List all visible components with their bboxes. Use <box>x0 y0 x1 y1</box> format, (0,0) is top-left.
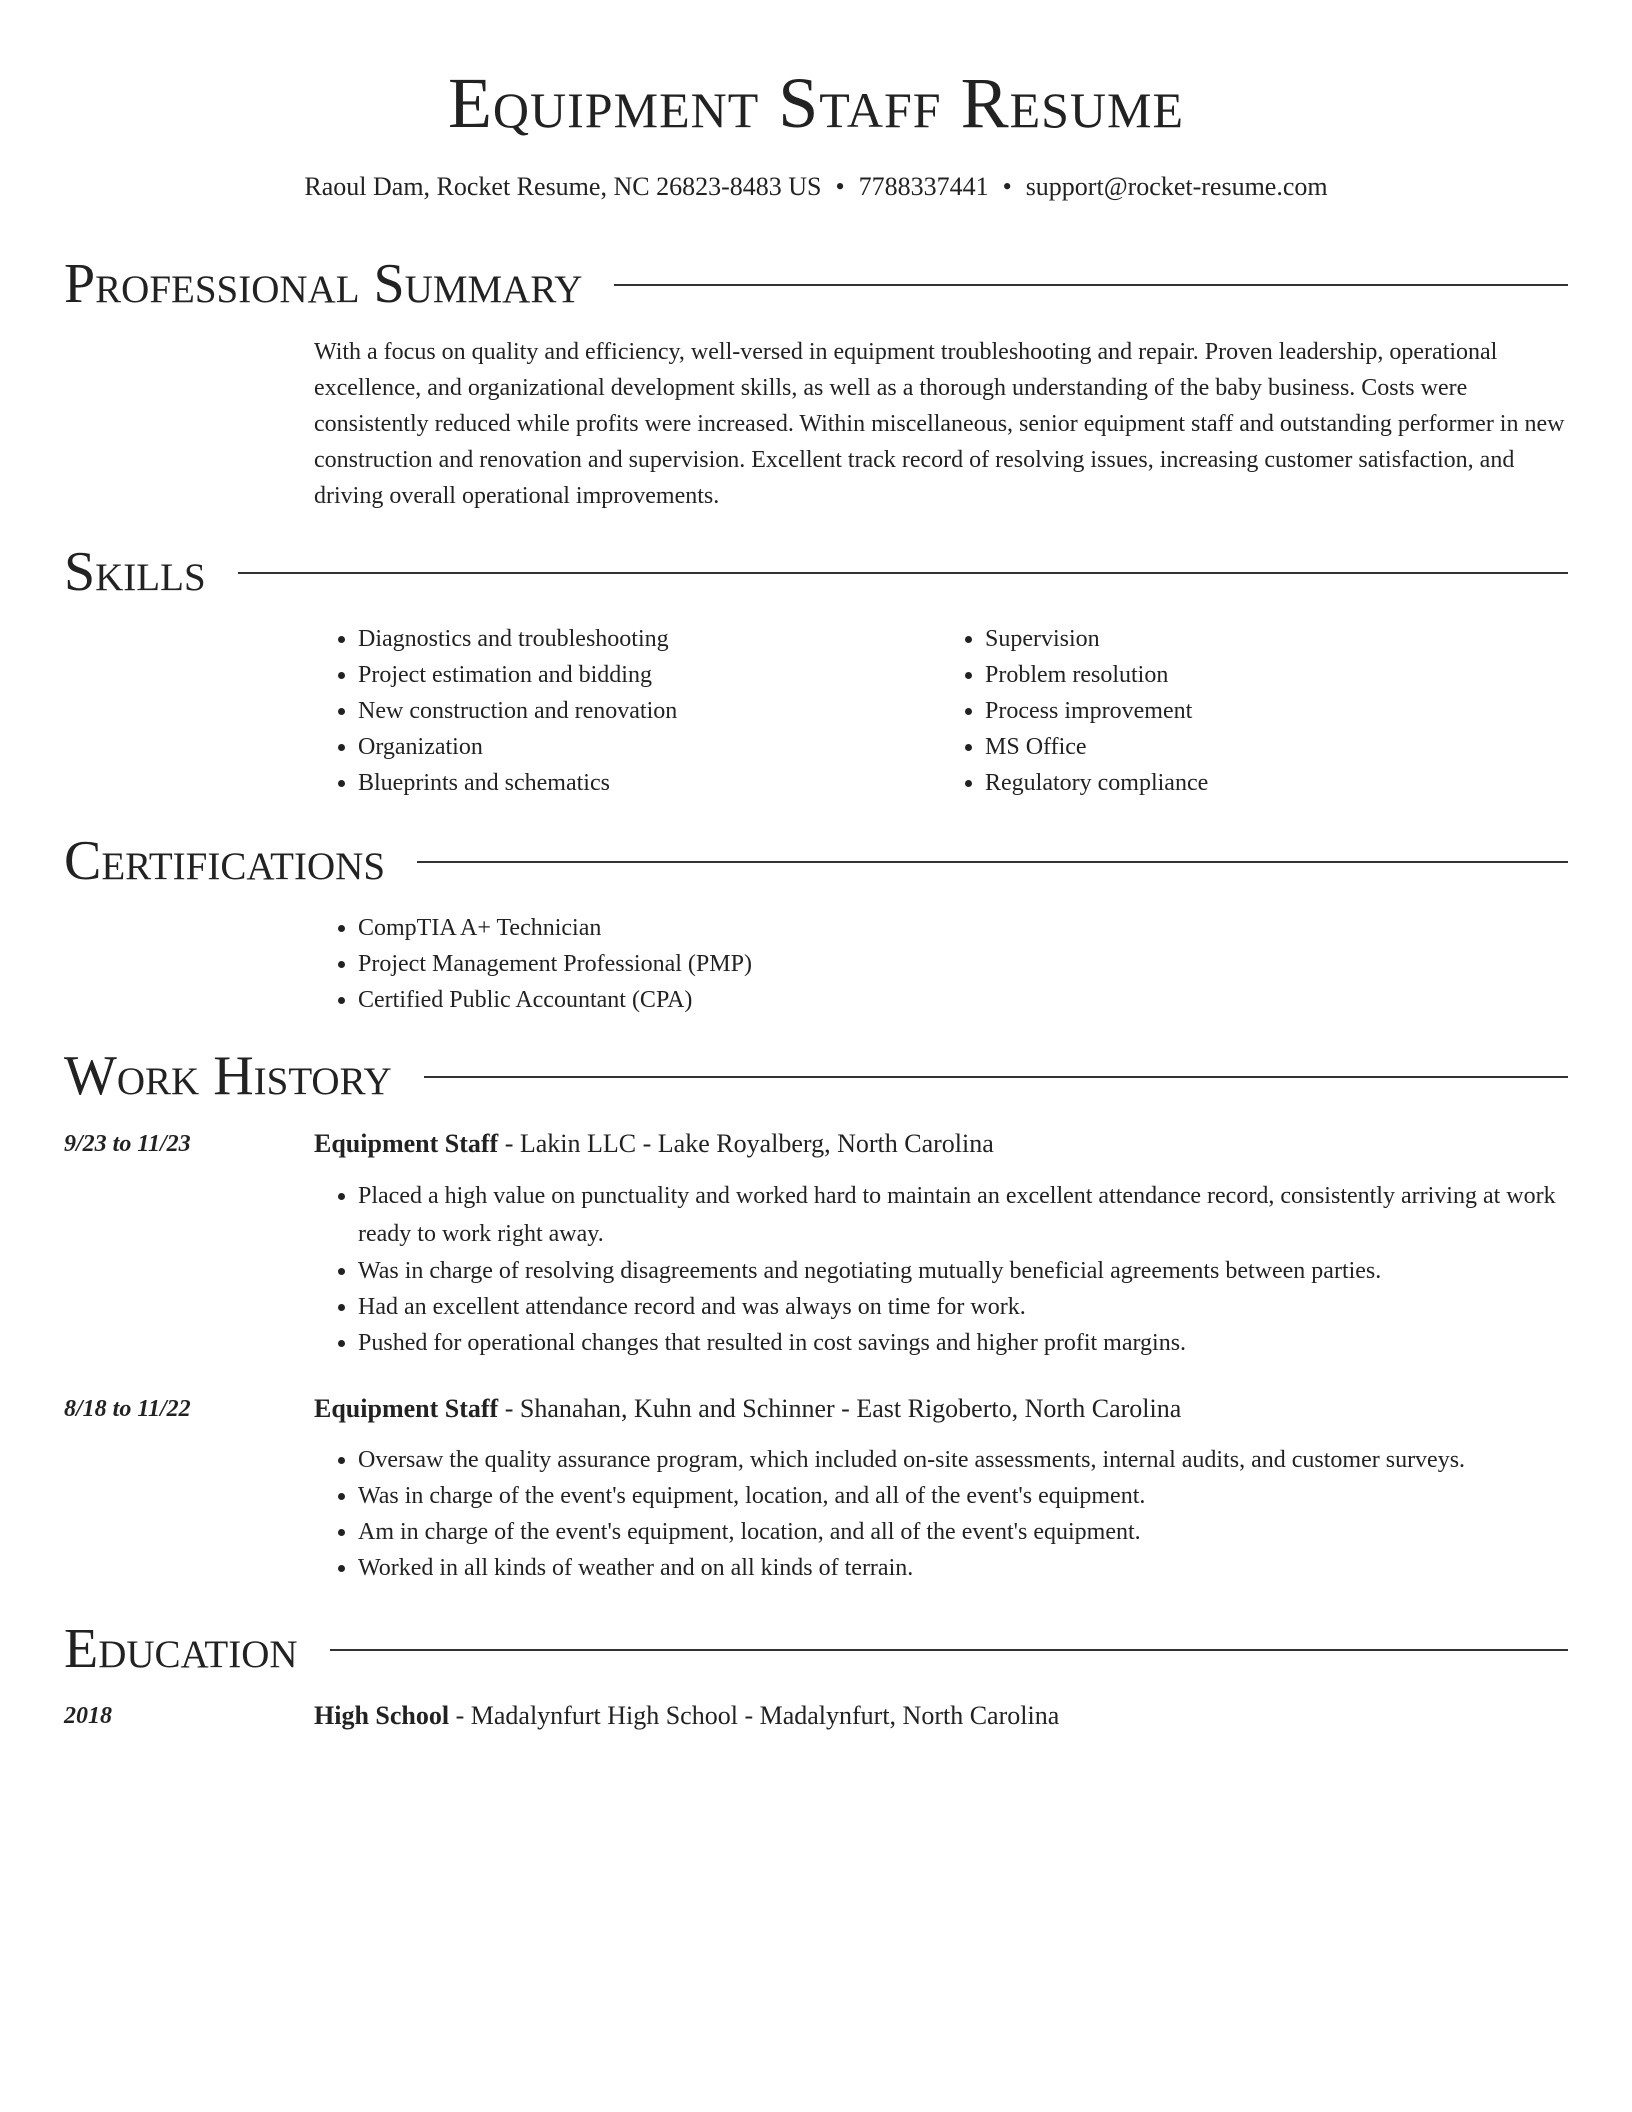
skill-item: • Problem resolution <box>985 657 1568 693</box>
job-bullet: • Had an excellent attendance record and was always on time for work. <box>358 1289 1568 1325</box>
section-divider <box>424 1076 1568 1078</box>
job-bullets <box>314 1442 1568 1586</box>
contact-separator: • <box>1002 172 1012 201</box>
education-heading: Education <box>64 1618 298 1680</box>
work-heading: Work History <box>64 1045 392 1107</box>
skill-item: • Supervision <box>985 621 1568 657</box>
skill-item: • New construction and renovation <box>358 693 941 729</box>
certification-item: • Project Management Professional (PMP) <box>358 946 1568 982</box>
skill-item: • Project estimation and bidding <box>358 657 941 693</box>
skill-item: • Process improvement <box>985 693 1568 729</box>
job-entry <box>314 1126 1568 1361</box>
job-dates: 8/18 to 11/22 <box>64 1396 191 1422</box>
skill-item: • Organization <box>358 729 941 765</box>
contact-phone: 7788337441 <box>858 172 989 201</box>
job-bullet: • Oversaw the quality assurance program, which included on-site assessments, internal audits, and customer surveys. <box>358 1442 1568 1478</box>
section-divider <box>330 1649 1568 1651</box>
education-year: 2018 <box>64 1703 112 1729</box>
job-role: Equipment Staff <box>314 1394 499 1423</box>
contact-address: Raoul Dam, Rocket Resume, NC 26823-8483 US <box>304 172 822 201</box>
job-bullet: • Pushed for operational changes that resulted in cost savings and higher profit margins. <box>358 1325 1568 1361</box>
resume-title: Equipment Staff Resume <box>447 63 1185 143</box>
summary-section-header <box>64 252 1568 316</box>
certifications-heading: Certifications <box>64 830 386 892</box>
job-bullet: • Am in charge of the event's equipment, location, and all of the event's equipment. <box>358 1514 1568 1550</box>
job-bullet: • Was in charge of resolving disagreements and negotiating mutually beneficial agreements between parties. <box>358 1253 1568 1289</box>
contact-email: support@rocket-resume.com <box>1025 172 1328 201</box>
education-section-header <box>64 1617 1568 1681</box>
skills-block <box>314 621 1568 801</box>
job-details: - Lakin LLC - Lake Royalberg, North Carolina <box>498 1129 994 1158</box>
job-bullets <box>314 1177 1568 1361</box>
work-section-header <box>64 1044 1568 1108</box>
skills-heading: Skills <box>64 541 206 603</box>
skill-item: • MS Office <box>985 729 1568 765</box>
education-degree: High School <box>314 1701 450 1730</box>
summary-text: With a focus on quality and efficiency, well-versed in equipment troubleshooting and repair. Proven leadership, operational excellence, and organizational development skills, as well as a thorough understanding of the baby business. Costs were consistently reduced while profits were increased. Within miscellaneous, senior equipment staff and outstanding performer in new construction and renovation and supervision. Excellent track record of resolving issues, increasing customer satisfaction, and driving overall operational improvements. <box>314 339 1565 509</box>
job-title-line <box>314 1126 1568 1162</box>
certifications-section-header <box>64 829 1568 893</box>
job-bullet: • Placed a high value on punctuality and worked hard to maintain an excellent attendance record, consistently arriving at work ready to work right away. <box>358 1177 1568 1253</box>
section-divider <box>614 284 1568 286</box>
section-divider <box>417 861 1568 863</box>
job-entry <box>314 1391 1568 1586</box>
contact-line <box>0 172 1632 202</box>
education-entry <box>314 1698 1568 1734</box>
contact-separator: • <box>835 172 845 201</box>
certification-item: • CompTIA A+ Technician <box>358 910 1568 946</box>
job-bullet: • Was in charge of the event's equipment, location, and all of the event's equipment. <box>358 1478 1568 1514</box>
job-bullet: • Worked in all kinds of weather and on all kinds of terrain. <box>358 1550 1568 1586</box>
job-details: - Shanahan, Kuhn and Schinner - East Rigoberto, North Carolina <box>498 1394 1182 1423</box>
education-line <box>314 1698 1568 1734</box>
summary-heading: Professional Summary <box>64 253 583 315</box>
skill-item: • Blueprints and schematics <box>358 765 941 801</box>
summary-block <box>314 334 1568 514</box>
skill-item: • Diagnostics and troubleshooting <box>358 621 941 657</box>
section-divider <box>238 572 1568 574</box>
job-title-line <box>314 1391 1568 1427</box>
skill-item: • Regulatory compliance <box>985 765 1568 801</box>
job-role: Equipment Staff <box>314 1129 499 1158</box>
certifications-block <box>314 910 1568 1018</box>
education-details: - Madalynfurt High School - Madalynfurt, North Carolina <box>449 1701 1060 1730</box>
skills-section-header <box>64 540 1568 604</box>
skills-list-right <box>941 621 1568 801</box>
certifications-list <box>314 910 1568 1018</box>
certification-item: • Certified Public Accountant (CPA) <box>358 982 1568 1018</box>
job-dates: 9/23 to 11/23 <box>64 1131 191 1157</box>
skills-list-left <box>314 621 941 801</box>
